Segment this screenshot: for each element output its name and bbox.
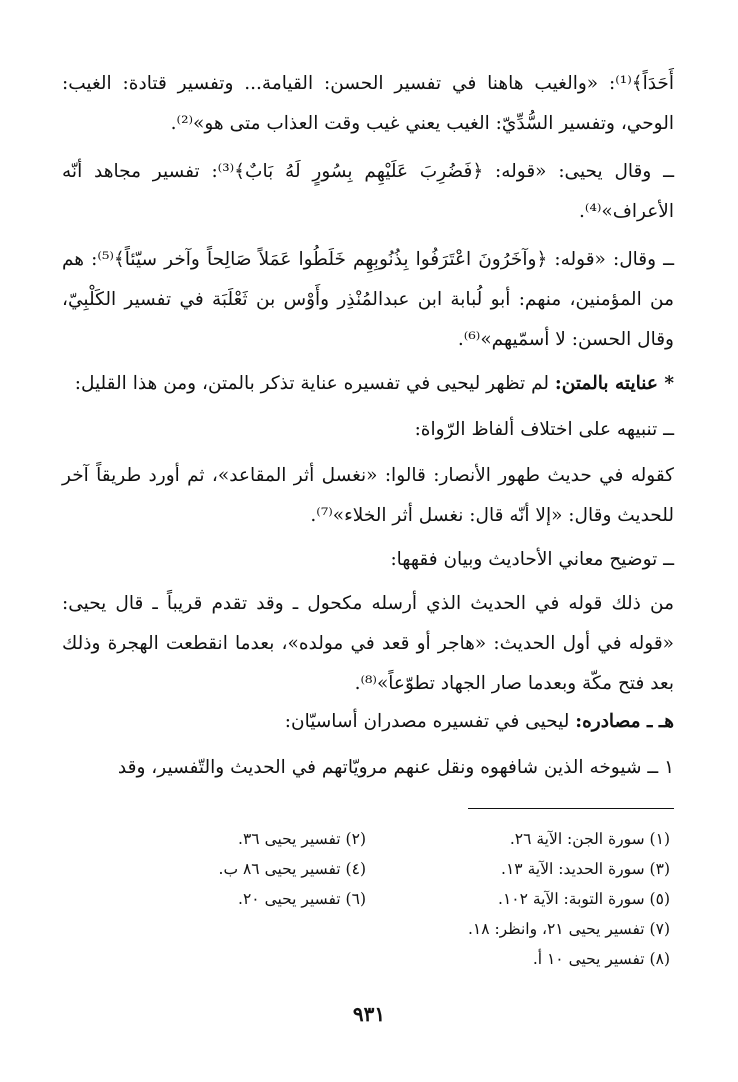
paragraph-akharun xyxy=(62,240,674,360)
paragraph-text: من ذلك قوله في الحديث الذي أرسله مكحول ـ وقد تقدم قريباً ـ قال يحيى: «قوله في أول الحديث: «هاجر أو قعد في مولده»، بعدما انقطعت الهجرة وذلك بعد فتح مكّة وبعدما صار الجهاد تطوّعاً»⁽⁸⁾. xyxy=(62,593,674,694)
paragraph-matn-section xyxy=(62,364,674,404)
paragraph-makhul-hadith xyxy=(62,584,674,704)
paragraph-text xyxy=(62,702,674,742)
footnotes-left-column xyxy=(116,824,366,914)
paragraph-sheikhs xyxy=(62,748,674,788)
paragraph-text: ــ تنبيهه على اختلاف ألفاظ الرّواة: xyxy=(414,419,674,440)
footnote-item: (٦) تفسير يحيى ٢٠. xyxy=(238,890,366,908)
paragraph-text: ١ ــ شيوخه الذين شافهوه ونقل عنهم مرويّاتهم في الحديث والتّفسير، وقد xyxy=(117,757,674,778)
section-heading-matn-text: لم تظهر ليحيى في تفسيره عناية تذكر بالمتن، ومن هذا القليل: xyxy=(74,373,555,394)
paragraph-text: ــ وقال: «قوله: ﴿وآخَرُونَ اعْتَرَفُوا بِذُنُوبِهِم خَلَطُوا عَمَلاً صَالِحاً وآخر سيّئاً﴾⁽⁵⁾: هم من المؤمنين، منهم: أبو لُبابة ابن عبدالمُنْذِر وأَوْس بن ثَعْلَبَة في تفسير الكَلْبِيّ، وقال الحسن: لا أسمّيهم»⁽⁶⁾. xyxy=(62,249,674,350)
paragraph-text: ــ توضيح معاني الأحاديث وبيان فقهها: xyxy=(390,549,674,570)
footnote-separator xyxy=(468,808,674,809)
section-heading-matn: * عنايته بالمتن: xyxy=(554,373,674,394)
subheading-variant-wordings xyxy=(62,410,674,450)
footnotes-right-column xyxy=(370,824,670,974)
footnote-item: (٧) تفسير يحيى ٢١، وانظر: ١٨. xyxy=(467,920,670,938)
footnote-item: (٥) سورة التوبة: الآية ١٠٢. xyxy=(498,890,670,908)
footnote-item: (٢) تفسير يحيى ٣٦. xyxy=(238,830,366,848)
page-number: ٩٣١ xyxy=(352,1002,386,1026)
paragraph-sources-heading xyxy=(62,702,674,742)
paragraph-a-raf xyxy=(62,152,674,232)
footnote-item: (٤) تفسير يحيى ٨٦ ب. xyxy=(218,860,366,878)
paragraph-text: أَحَدَاً﴾⁽¹⁾: «والغيب هاهنا في تفسير الحسن: القيامة... وتفسير قتادة: الغيب: الوحي، وتفسير السُّدِّيّ: الغيب يعني غيب وقت العذاب متى هو»⁽²⁾. xyxy=(62,73,674,134)
paragraph-text: ــ وقال يحيى: «قوله: ﴿فَضُرِبَ عَلَيْهِم بِسُورٍ لَهُ بَابٌ﴾⁽³⁾: تفسير مجاهد أنّه الأعراف»⁽⁴⁾. xyxy=(62,161,674,222)
footnote-item: (٨) تفسير يحيى ١٠ أ. xyxy=(532,950,670,968)
paragraph-text: كقوله في حديث طهور الأنصار: قالوا: «نغسل أثر المقاعد»، ثم أورد طريقاً آخر للحديث وقال: «إلا أنّه قال: نغسل أثر الخلاء»⁽⁷⁾. xyxy=(62,465,674,526)
subheading-meanings xyxy=(62,540,674,580)
section-heading-sources-text: ليحيى في تفسيره مصدران أساسيّان: xyxy=(284,711,576,732)
paragraph-ghayb-tafsir xyxy=(62,64,674,144)
paragraph-text xyxy=(62,364,674,404)
footnote-item: (٣) سورة الحديد: الآية ١٣. xyxy=(501,860,670,878)
paragraph-ansar-hadith xyxy=(62,456,674,536)
section-heading-sources: هـ ـ مصادره: xyxy=(575,711,674,732)
footnote-item: (١) سورة الجن: الآية ٢٦. xyxy=(509,830,670,848)
